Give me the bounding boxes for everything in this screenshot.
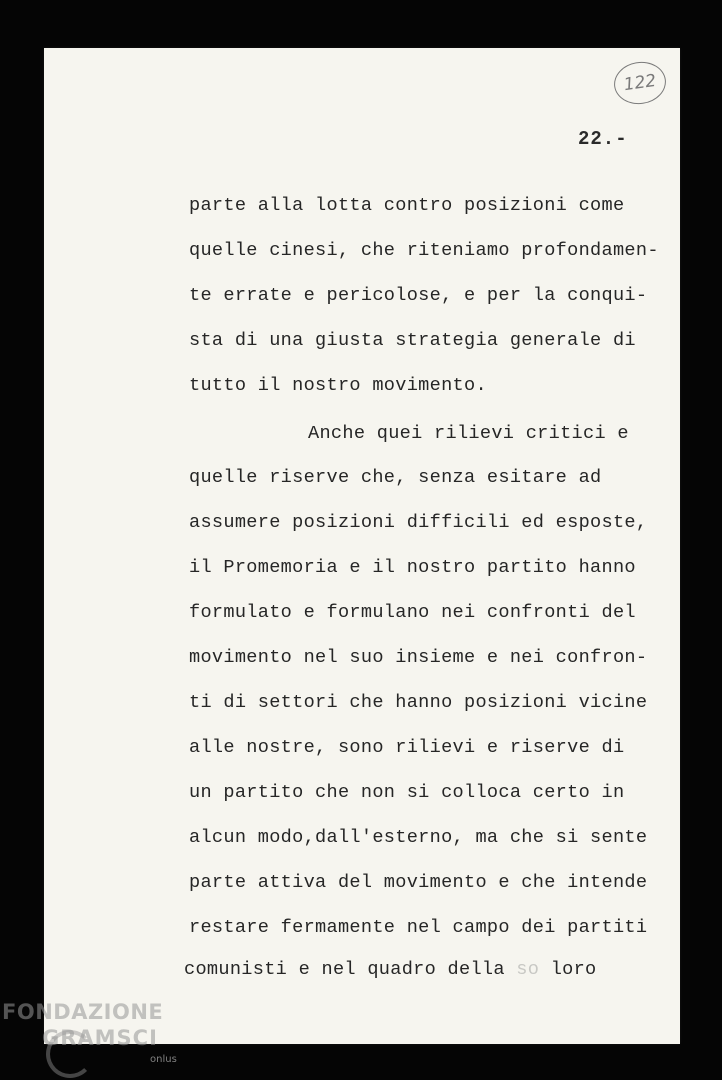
text-line-2: quelle cinesi, che riteniamo profondamen-	[189, 240, 659, 261]
text-line-9: il Promemoria e il nostro partito hanno	[189, 557, 636, 578]
text-line-18	[184, 958, 597, 982]
text-line-12: ti di settori che hanno posizioni vicine	[189, 692, 648, 713]
text-line-6: Anche quei rilievi critici e	[308, 423, 629, 444]
text-line-11: movimento nel suo insieme e nei confron-	[189, 647, 648, 668]
text-line-7: quelle riserve che, senza esitare ad	[189, 467, 602, 488]
text-line-1: parte alla lotta contro posizioni come	[189, 195, 625, 216]
text-line-10: formulato e formulano nei confronti del	[189, 602, 636, 623]
text-line-16: parte attiva del movimento e che intende	[189, 872, 648, 893]
struck-word: so	[516, 959, 540, 980]
text-line-5: tutto il nostro movimento.	[189, 375, 487, 396]
text-line-13: alle nostre, sono rilievi e riserve di	[189, 737, 625, 758]
text-line-18-end: loro	[550, 959, 597, 980]
text-line-3: te errate e pericolose, e per la conqui-	[189, 285, 648, 306]
text-line-4: sta di una giusta strategia generale di	[189, 330, 636, 351]
text-line-14: un partito che non si colloca certo in	[189, 782, 625, 803]
text-line-18-start: comunisti e nel quadro della	[184, 959, 505, 980]
watermark-line-2: GRAMSCI	[42, 1026, 158, 1050]
watermark-line-3: onlus	[150, 1054, 177, 1065]
archive-number-stamp: 122	[611, 59, 668, 108]
text-line-15: alcun modo,dall'esterno, ma che si sente	[189, 827, 648, 848]
fondazione-gramsci-watermark	[2, 1000, 182, 1080]
page-number: 22.-	[578, 128, 628, 150]
watermark-line-1: FONDAZIONE	[2, 1000, 164, 1024]
text-line-8: assumere posizioni difficili ed esposte,	[189, 512, 648, 533]
text-line-17: restare fermamente nel campo dei partiti	[189, 917, 648, 938]
